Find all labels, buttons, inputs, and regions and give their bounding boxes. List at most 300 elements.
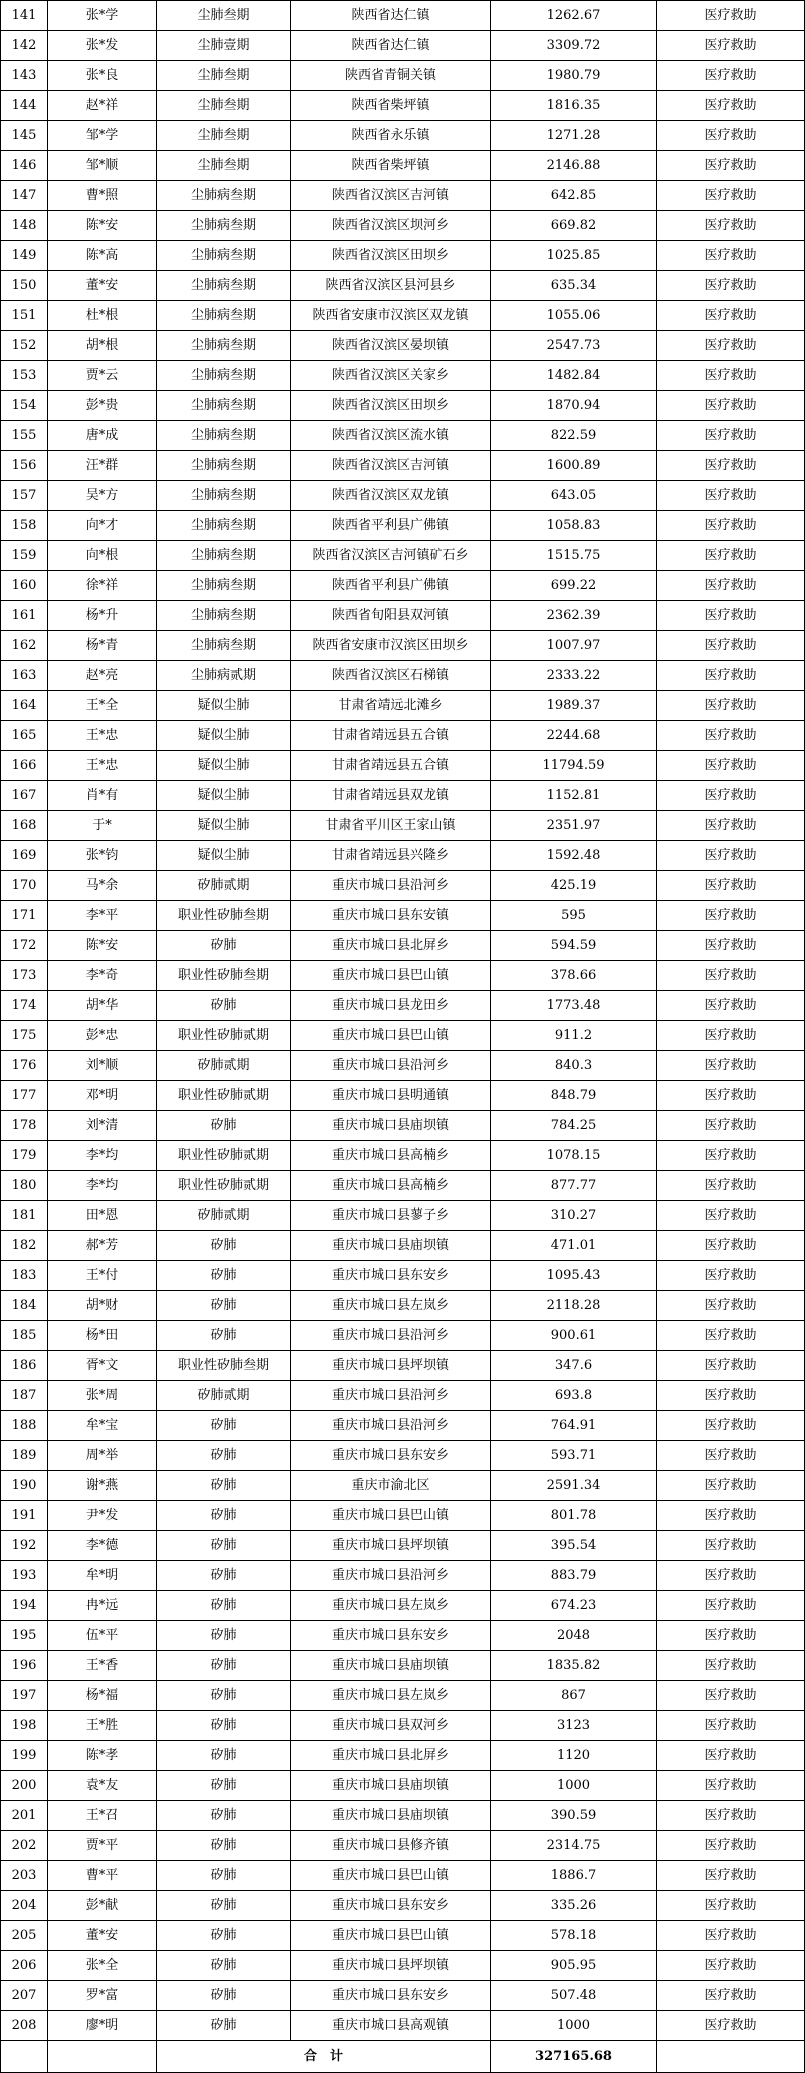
name-cell: 胥*文: [48, 1351, 157, 1381]
total-row: [1, 2041, 805, 2073]
table-row: [1, 721, 805, 751]
aid-type-cell: 医疗救助: [657, 331, 805, 361]
address-cell: 陕西省柴坪镇: [291, 151, 491, 181]
address-cell: 重庆市城口县蓼子乡: [291, 1201, 491, 1231]
row-number-cell: 168: [1, 811, 48, 841]
table-row: [1, 1711, 805, 1741]
amount-cell: 2244.68: [491, 721, 657, 751]
address-cell: 重庆市城口县高观镇: [291, 2011, 491, 2041]
aid-type-cell: 医疗救助: [657, 1261, 805, 1291]
amount-cell: 911.2: [491, 1021, 657, 1051]
table-row: [1, 841, 805, 871]
address-cell: 陕西省旬阳县双河镇: [291, 601, 491, 631]
name-cell: 袁*友: [48, 1771, 157, 1801]
address-cell: 重庆市城口县沿河乡: [291, 1051, 491, 1081]
total-label: 合 计: [157, 2041, 491, 2073]
amount-cell: 595: [491, 901, 657, 931]
address-cell: 陕西省青铜关镇: [291, 61, 491, 91]
row-number-cell: 164: [1, 691, 48, 721]
name-cell: 汪*群: [48, 451, 157, 481]
amount-cell: 578.18: [491, 1921, 657, 1951]
address-cell: 陕西省汉滨区田坝乡: [291, 241, 491, 271]
amount-cell: 593.71: [491, 1441, 657, 1471]
diagnosis-cell: 矽肺: [157, 1501, 291, 1531]
diagnosis-cell: 矽肺贰期: [157, 1201, 291, 1231]
aid-type-cell: 医疗救助: [657, 571, 805, 601]
amount-cell: 801.78: [491, 1501, 657, 1531]
amount-cell: 2314.75: [491, 1831, 657, 1861]
row-number-cell: 197: [1, 1681, 48, 1711]
amount-cell: 643.05: [491, 481, 657, 511]
name-cell: 董*安: [48, 1921, 157, 1951]
aid-type-cell: 医疗救助: [657, 1111, 805, 1141]
diagnosis-cell: 尘肺叁期: [157, 151, 291, 181]
diagnosis-cell: 矽肺: [157, 931, 291, 961]
amount-cell: 877.77: [491, 1171, 657, 1201]
amount-cell: 674.23: [491, 1591, 657, 1621]
table-row: [1, 541, 805, 571]
name-cell: 王*忠: [48, 751, 157, 781]
row-number-cell: 194: [1, 1591, 48, 1621]
address-cell: 陕西省汉滨区关家乡: [291, 361, 491, 391]
row-number-cell: 195: [1, 1621, 48, 1651]
amount-cell: 1078.15: [491, 1141, 657, 1171]
amount-cell: 867: [491, 1681, 657, 1711]
diagnosis-cell: 尘肺病叁期: [157, 541, 291, 571]
aid-type-cell: 医疗救助: [657, 1831, 805, 1861]
address-cell: 重庆市城口县庙坝镇: [291, 1771, 491, 1801]
amount-cell: 2591.34: [491, 1471, 657, 1501]
table-row: [1, 571, 805, 601]
address-cell: 重庆市城口县沿河乡: [291, 871, 491, 901]
row-number-cell: 182: [1, 1231, 48, 1261]
amount-cell: 699.22: [491, 571, 657, 601]
table-row: [1, 121, 805, 151]
diagnosis-cell: 矽肺贰期: [157, 871, 291, 901]
diagnosis-cell: 矽肺: [157, 1951, 291, 1981]
table-row: [1, 871, 805, 901]
diagnosis-cell: 矽肺: [157, 1861, 291, 1891]
amount-cell: 335.26: [491, 1891, 657, 1921]
name-cell: 杨*田: [48, 1321, 157, 1351]
aid-type-cell: 医疗救助: [657, 61, 805, 91]
name-cell: 董*安: [48, 271, 157, 301]
name-cell: 张*钧: [48, 841, 157, 871]
table-row: [1, 931, 805, 961]
amount-cell: 1835.82: [491, 1651, 657, 1681]
diagnosis-cell: 矽肺贰期: [157, 1381, 291, 1411]
row-number-cell: 175: [1, 1021, 48, 1051]
aid-type-cell: 医疗救助: [657, 1, 805, 31]
address-cell: 陕西省汉滨区吉河镇矿石乡: [291, 541, 491, 571]
table-row: [1, 271, 805, 301]
name-cell: 杜*根: [48, 301, 157, 331]
table-row: [1, 2011, 805, 2041]
amount-cell: 905.95: [491, 1951, 657, 1981]
amount-cell: 1007.97: [491, 631, 657, 661]
name-cell: 王*胜: [48, 1711, 157, 1741]
name-cell: 贾*云: [48, 361, 157, 391]
aid-type-cell: 医疗救助: [657, 451, 805, 481]
diagnosis-cell: 尘肺病叁期: [157, 271, 291, 301]
total-empty-cell: [657, 2041, 805, 2073]
name-cell: 胡*财: [48, 1291, 157, 1321]
diagnosis-cell: 职业性矽肺叁期: [157, 1351, 291, 1381]
amount-cell: 1773.48: [491, 991, 657, 1021]
amount-cell: 347.6: [491, 1351, 657, 1381]
row-number-cell: 208: [1, 2011, 48, 2041]
name-cell: 胡*根: [48, 331, 157, 361]
row-number-cell: 206: [1, 1951, 48, 1981]
table-row: [1, 391, 805, 421]
amount-cell: 507.48: [491, 1981, 657, 2011]
name-cell: 张*发: [48, 31, 157, 61]
aid-type-cell: 医疗救助: [657, 1321, 805, 1351]
address-cell: 陕西省汉滨区吉河镇: [291, 451, 491, 481]
diagnosis-cell: 矽肺: [157, 1801, 291, 1831]
row-number-cell: 198: [1, 1711, 48, 1741]
name-cell: 徐*祥: [48, 571, 157, 601]
row-number-cell: 184: [1, 1291, 48, 1321]
row-number-cell: 163: [1, 661, 48, 691]
address-cell: 重庆市城口县东安乡: [291, 1891, 491, 1921]
address-cell: 重庆市城口县坪坝镇: [291, 1351, 491, 1381]
row-number-cell: 143: [1, 61, 48, 91]
row-number-cell: 148: [1, 211, 48, 241]
address-cell: 陕西省柴坪镇: [291, 91, 491, 121]
diagnosis-cell: 尘肺病叁期: [157, 301, 291, 331]
diagnosis-cell: 矽肺: [157, 1321, 291, 1351]
row-number-cell: 185: [1, 1321, 48, 1351]
address-cell: 甘肃省平川区王家山镇: [291, 811, 491, 841]
table-row: [1, 1351, 805, 1381]
table-row: [1, 91, 805, 121]
aid-type-cell: 医疗救助: [657, 1681, 805, 1711]
aid-type-cell: 医疗救助: [657, 1471, 805, 1501]
aid-type-cell: 医疗救助: [657, 31, 805, 61]
aid-type-cell: 医疗救助: [657, 1531, 805, 1561]
table-row: [1, 631, 805, 661]
diagnosis-cell: 矽肺: [157, 1981, 291, 2011]
aid-type-cell: 医疗救助: [657, 1591, 805, 1621]
row-number-cell: 179: [1, 1141, 48, 1171]
table-row: [1, 1, 805, 31]
aid-type-cell: 医疗救助: [657, 421, 805, 451]
name-cell: 贾*平: [48, 1831, 157, 1861]
address-cell: 重庆市城口县北屏乡: [291, 931, 491, 961]
address-cell: 重庆市城口县庙坝镇: [291, 1651, 491, 1681]
diagnosis-cell: 职业性矽肺贰期: [157, 1141, 291, 1171]
aid-type-cell: 医疗救助: [657, 181, 805, 211]
amount-cell: 1886.7: [491, 1861, 657, 1891]
diagnosis-cell: 疑似尘肺: [157, 811, 291, 841]
diagnosis-cell: 职业性矽肺贰期: [157, 1021, 291, 1051]
amount-cell: 1870.94: [491, 391, 657, 421]
name-cell: 曹*平: [48, 1861, 157, 1891]
diagnosis-cell: 矽肺: [157, 1891, 291, 1921]
row-number-cell: 207: [1, 1981, 48, 2011]
row-number-cell: 161: [1, 601, 48, 631]
row-number-cell: 204: [1, 1891, 48, 1921]
row-number-cell: 193: [1, 1561, 48, 1591]
address-cell: 重庆市城口县左岚乡: [291, 1291, 491, 1321]
address-cell: 甘肃省靖远县五合镇: [291, 721, 491, 751]
amount-cell: 848.79: [491, 1081, 657, 1111]
table-row: [1, 331, 805, 361]
row-number-cell: 177: [1, 1081, 48, 1111]
address-cell: 重庆市渝北区: [291, 1471, 491, 1501]
aid-type-cell: 医疗救助: [657, 91, 805, 121]
diagnosis-cell: 矽肺: [157, 1231, 291, 1261]
total-empty-cell: [48, 2041, 157, 2073]
row-number-cell: 155: [1, 421, 48, 451]
diagnosis-cell: 矽肺: [157, 1561, 291, 1591]
table-row: [1, 1981, 805, 2011]
address-cell: 重庆市城口县东安乡: [291, 1981, 491, 2011]
amount-cell: 642.85: [491, 181, 657, 211]
name-cell: 彭*忠: [48, 1021, 157, 1051]
amount-cell: 471.01: [491, 1231, 657, 1261]
row-number-cell: 145: [1, 121, 48, 151]
diagnosis-cell: 疑似尘肺: [157, 721, 291, 751]
address-cell: 重庆市城口县东安乡: [291, 1621, 491, 1651]
name-cell: 向*才: [48, 511, 157, 541]
table-row: [1, 901, 805, 931]
name-cell: 刘*清: [48, 1111, 157, 1141]
amount-cell: 1055.06: [491, 301, 657, 331]
table-row: [1, 661, 805, 691]
address-cell: 陕西省平利县广佛镇: [291, 571, 491, 601]
name-cell: 马*余: [48, 871, 157, 901]
aid-type-cell: 医疗救助: [657, 1561, 805, 1591]
diagnosis-cell: 矽肺: [157, 1831, 291, 1861]
diagnosis-cell: 职业性矽肺贰期: [157, 1081, 291, 1111]
name-cell: 刘*顺: [48, 1051, 157, 1081]
table-row: [1, 1621, 805, 1651]
table-row: [1, 1021, 805, 1051]
aid-type-cell: 医疗救助: [657, 1021, 805, 1051]
aid-type-cell: 医疗救助: [657, 1771, 805, 1801]
amount-cell: 1482.84: [491, 361, 657, 391]
address-cell: 陕西省达仁镇: [291, 31, 491, 61]
address-cell: 重庆市城口县明通镇: [291, 1081, 491, 1111]
table-row: [1, 61, 805, 91]
name-cell: 张*全: [48, 1951, 157, 1981]
diagnosis-cell: 疑似尘肺: [157, 781, 291, 811]
aid-type-cell: 医疗救助: [657, 1651, 805, 1681]
row-number-cell: 152: [1, 331, 48, 361]
aid-type-cell: 医疗救助: [657, 661, 805, 691]
address-cell: 重庆市城口县巴山镇: [291, 1021, 491, 1051]
aid-type-cell: 医疗救助: [657, 991, 805, 1021]
diagnosis-cell: 尘肺叁期: [157, 61, 291, 91]
aid-type-cell: 医疗救助: [657, 1171, 805, 1201]
table-row: [1, 1291, 805, 1321]
aid-type-cell: 医疗救助: [657, 511, 805, 541]
amount-cell: 2146.88: [491, 151, 657, 181]
diagnosis-cell: 矽肺: [157, 1531, 291, 1561]
row-number-cell: 199: [1, 1741, 48, 1771]
address-cell: 甘肃省靖远县五合镇: [291, 751, 491, 781]
table-row: [1, 1111, 805, 1141]
name-cell: 陈*安: [48, 931, 157, 961]
name-cell: 罗*富: [48, 1981, 157, 2011]
name-cell: 王*忠: [48, 721, 157, 751]
name-cell: 李*德: [48, 1531, 157, 1561]
diagnosis-cell: 尘肺病叁期: [157, 601, 291, 631]
table-row: [1, 811, 805, 841]
table-row: [1, 151, 805, 181]
address-cell: 重庆市城口县高楠乡: [291, 1141, 491, 1171]
table-row: [1, 1261, 805, 1291]
diagnosis-cell: 矽肺: [157, 1111, 291, 1141]
table-row: [1, 1441, 805, 1471]
table-row: [1, 301, 805, 331]
diagnosis-cell: 尘肺病叁期: [157, 451, 291, 481]
address-cell: 陕西省永乐镇: [291, 121, 491, 151]
address-cell: 甘肃省靖远县兴隆乡: [291, 841, 491, 871]
name-cell: 王*香: [48, 1651, 157, 1681]
name-cell: 王*付: [48, 1261, 157, 1291]
address-cell: 重庆市城口县高楠乡: [291, 1171, 491, 1201]
table-row: [1, 1531, 805, 1561]
row-number-cell: 144: [1, 91, 48, 121]
name-cell: 周*举: [48, 1441, 157, 1471]
aid-type-cell: 医疗救助: [657, 721, 805, 751]
diagnosis-cell: 矽肺: [157, 2011, 291, 2041]
diagnosis-cell: 尘肺病叁期: [157, 511, 291, 541]
name-cell: 郝*芳: [48, 1231, 157, 1261]
diagnosis-cell: 尘肺病叁期: [157, 391, 291, 421]
address-cell: 重庆市城口县东安镇: [291, 901, 491, 931]
diagnosis-cell: 矽肺: [157, 1771, 291, 1801]
name-cell: 陈*高: [48, 241, 157, 271]
aid-type-cell: 医疗救助: [657, 631, 805, 661]
amount-cell: 310.27: [491, 1201, 657, 1231]
diagnosis-cell: 尘肺病叁期: [157, 181, 291, 211]
row-number-cell: 173: [1, 961, 48, 991]
diagnosis-cell: 矽肺: [157, 1681, 291, 1711]
amount-cell: 693.8: [491, 1381, 657, 1411]
row-number-cell: 205: [1, 1921, 48, 1951]
diagnosis-cell: 尘肺病叁期: [157, 361, 291, 391]
row-number-cell: 151: [1, 301, 48, 331]
aid-type-cell: 医疗救助: [657, 2011, 805, 2041]
row-number-cell: 187: [1, 1381, 48, 1411]
diagnosis-cell: 尘肺病叁期: [157, 631, 291, 661]
address-cell: 陕西省安康市汉滨区田坝乡: [291, 631, 491, 661]
address-cell: 重庆市城口县坪坝镇: [291, 1531, 491, 1561]
table-row: [1, 991, 805, 1021]
table-row: [1, 1141, 805, 1171]
row-number-cell: 157: [1, 481, 48, 511]
table-row: [1, 1411, 805, 1441]
address-cell: 重庆市城口县庙坝镇: [291, 1231, 491, 1261]
aid-type-cell: 医疗救助: [657, 1351, 805, 1381]
aid-type-cell: 医疗救助: [657, 1381, 805, 1411]
aid-type-cell: 医疗救助: [657, 1501, 805, 1531]
diagnosis-cell: 矽肺: [157, 991, 291, 1021]
amount-cell: 594.59: [491, 931, 657, 961]
diagnosis-cell: 疑似尘肺: [157, 751, 291, 781]
diagnosis-cell: 尘肺病叁期: [157, 241, 291, 271]
aid-type-cell: 医疗救助: [657, 541, 805, 571]
row-number-cell: 191: [1, 1501, 48, 1531]
diagnosis-cell: 尘肺叁期: [157, 121, 291, 151]
amount-cell: 764.91: [491, 1411, 657, 1441]
name-cell: 陈*孝: [48, 1741, 157, 1771]
amount-cell: 1989.37: [491, 691, 657, 721]
row-number-cell: 146: [1, 151, 48, 181]
diagnosis-cell: 矽肺: [157, 1741, 291, 1771]
address-cell: 重庆市城口县庙坝镇: [291, 1111, 491, 1141]
address-cell: 重庆市城口县修齐镇: [291, 1831, 491, 1861]
aid-type-cell: 医疗救助: [657, 1921, 805, 1951]
name-cell: 于*: [48, 811, 157, 841]
row-number-cell: 183: [1, 1261, 48, 1291]
aid-type-cell: 医疗救助: [657, 931, 805, 961]
diagnosis-cell: 职业性矽肺贰期: [157, 1171, 291, 1201]
amount-cell: 900.61: [491, 1321, 657, 1351]
row-number-cell: 169: [1, 841, 48, 871]
row-number-cell: 192: [1, 1531, 48, 1561]
amount-cell: 635.34: [491, 271, 657, 301]
row-number-cell: 203: [1, 1861, 48, 1891]
amount-cell: 390.59: [491, 1801, 657, 1831]
table-row: [1, 781, 805, 811]
aid-type-cell: 医疗救助: [657, 601, 805, 631]
diagnosis-cell: 尘肺病叁期: [157, 211, 291, 241]
row-number-cell: 167: [1, 781, 48, 811]
amount-cell: 378.66: [491, 961, 657, 991]
row-number-cell: 150: [1, 271, 48, 301]
row-number-cell: 166: [1, 751, 48, 781]
aid-type-cell: 医疗救助: [657, 1711, 805, 1741]
table-row: [1, 451, 805, 481]
table-row: [1, 1231, 805, 1261]
diagnosis-cell: 矽肺: [157, 1921, 291, 1951]
table-row: [1, 961, 805, 991]
address-cell: 陕西省汉滨区县河县乡: [291, 271, 491, 301]
aid-type-cell: 医疗救助: [657, 871, 805, 901]
diagnosis-cell: 矽肺: [157, 1651, 291, 1681]
row-number-cell: 149: [1, 241, 48, 271]
address-cell: 重庆市城口县沿河乡: [291, 1411, 491, 1441]
row-number-cell: 202: [1, 1831, 48, 1861]
aid-type-cell: 医疗救助: [657, 1891, 805, 1921]
aid-type-cell: 医疗救助: [657, 1741, 805, 1771]
diagnosis-cell: 矽肺: [157, 1591, 291, 1621]
table-row: [1, 1201, 805, 1231]
aid-type-cell: 医疗救助: [657, 271, 805, 301]
table-row: [1, 1681, 805, 1711]
name-cell: 彭*献: [48, 1891, 157, 1921]
amount-cell: 2048: [491, 1621, 657, 1651]
amount-cell: 1095.43: [491, 1261, 657, 1291]
address-cell: 重庆市城口县龙田乡: [291, 991, 491, 1021]
table-row: [1, 1081, 805, 1111]
aid-type-cell: 医疗救助: [657, 211, 805, 241]
diagnosis-cell: 矽肺: [157, 1291, 291, 1321]
address-cell: 重庆市城口县坪坝镇: [291, 1951, 491, 1981]
table-row: [1, 241, 805, 271]
diagnosis-cell: 疑似尘肺: [157, 691, 291, 721]
aid-type-cell: 医疗救助: [657, 481, 805, 511]
table-row: [1, 601, 805, 631]
amount-cell: 3309.72: [491, 31, 657, 61]
table-row: [1, 751, 805, 781]
address-cell: 重庆市城口县左岚乡: [291, 1591, 491, 1621]
